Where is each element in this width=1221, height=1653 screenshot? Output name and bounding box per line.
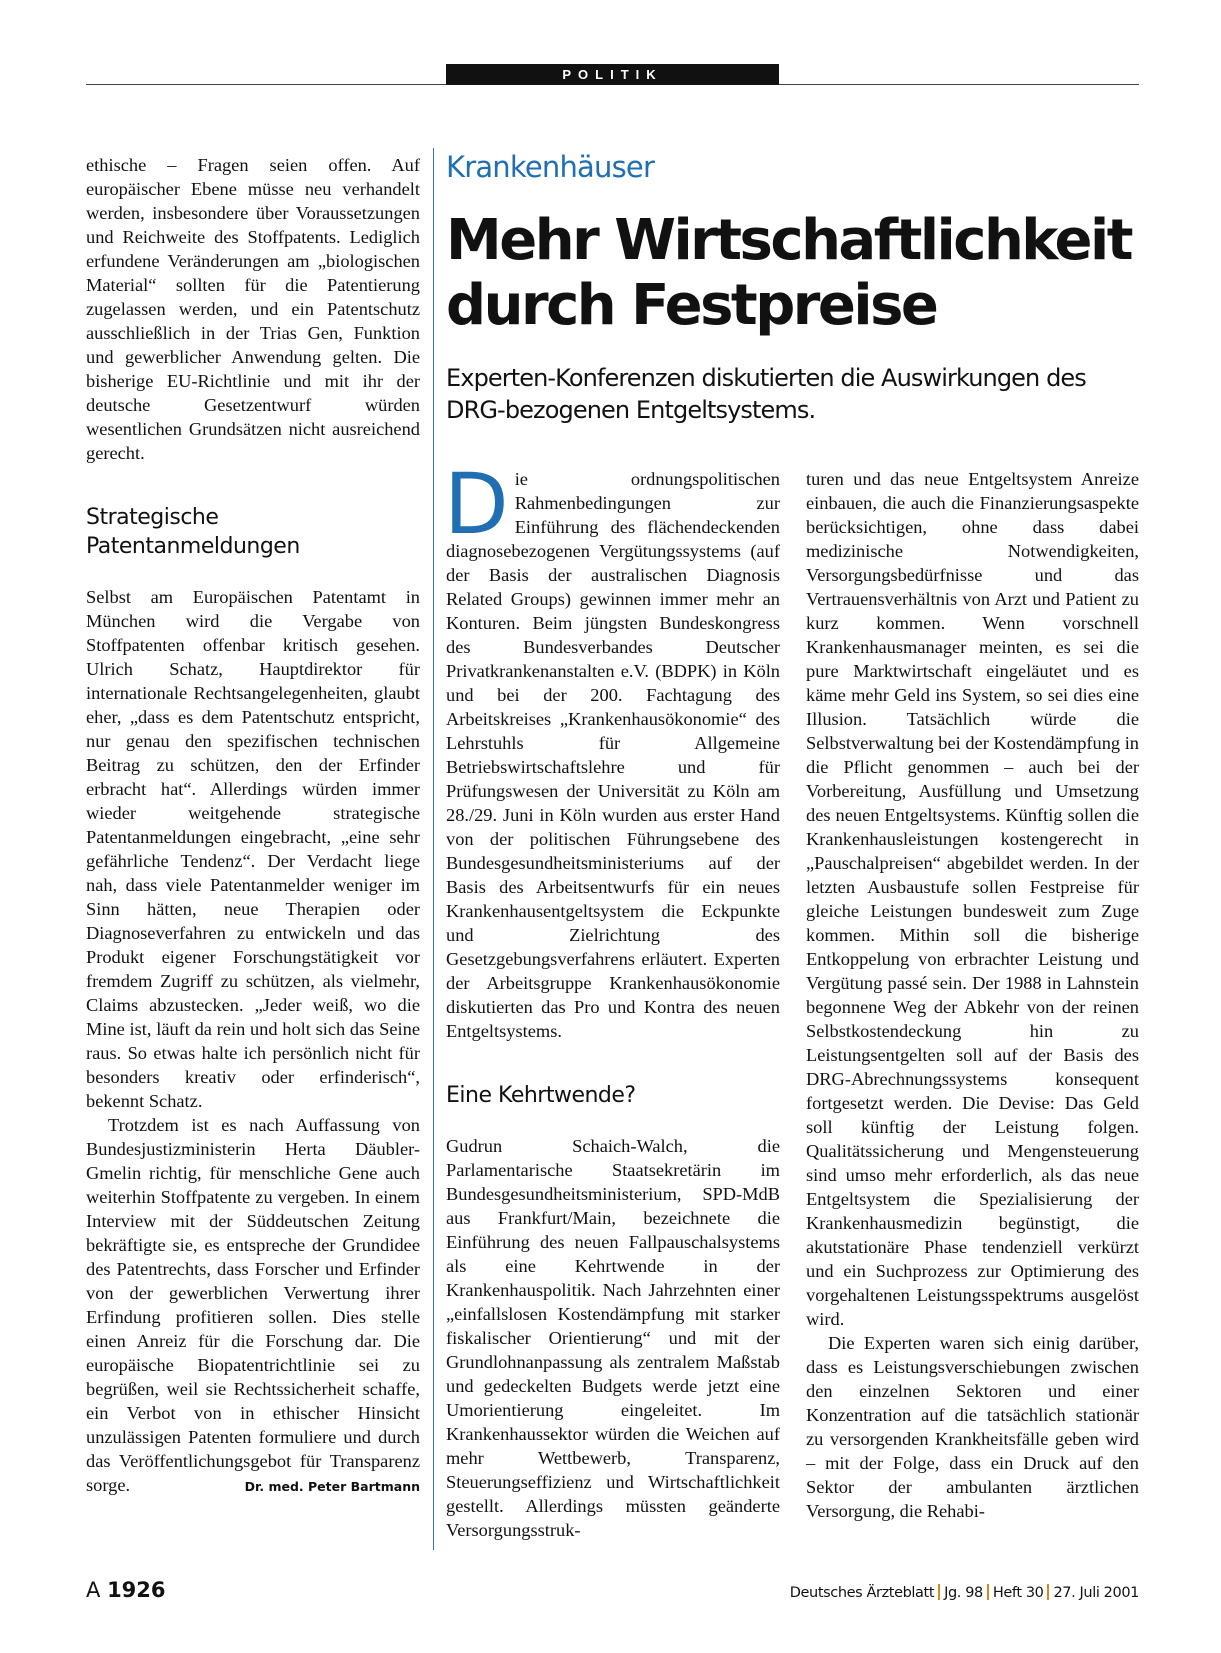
paragraph: Gudrun Schaich-Walch, die Parlamentarische Staatsekretärin im Bundesgesundheitsministerium, SPD-MdB aus Frankfurt/Main, bezeichnete die Einführung des neuen Fallpauschalsystems als eine Kehrtwende in der Krankenhauspolitik. Nach Jahrzehnten einer „einfallslosen Kostendämpfung mit starker fiskalischer Orientierung“ und mit der Grundlohnanpassung als zentralem Maßstab und gedeckelten Budgets werde jetzt eine Umorientierung eingeleitet. Im Krankenhaussektor würden die Weichen auf mehr Wettbewerb, Transparenz, Steuerungseffizienz und Wirtschaftlichkeit gestellt. Allerdings müssten geänderte Versorgungsstruk- bbox=[446, 1136, 780, 1540]
drop-cap: D bbox=[444, 455, 509, 553]
column-left bbox=[86, 153, 420, 1499]
paragraph: ethische – Fragen seien offen. Auf europäischer Ebene müsse neu verhandelt werden, insbesondere über Voraussetzungen und Reichweite des Stoffpatents. Lediglich erfundene Veränderungen am „biologischen Material“ sollten für die Patentierung zugelassen werden, und ein Patentschutz ausschließlich in der Trias Gen, Funktion und gewerblicher Anwendung gelten. Die bisherige EU-Richtlinie und mit ihr der deutsche Gesetzentwurf würden wesentlichen Grundsätzen nicht ausreichend gerecht. bbox=[86, 155, 420, 463]
date: 27. Juli 2001 bbox=[1053, 1585, 1139, 1601]
subheading: Eine Kehrtwende? bbox=[446, 1083, 636, 1108]
paragraph: Selbst am Europäischen Patentamt in München wird die Vergabe von Stoffpatenten offenbar kritisch gesehen. Ulrich Schatz, Hauptdirektor für internationale Rechtsangelegenheiten, glaubt eher, „dass es dem Patentschutz entspricht, nur genau den spezifischen technischen Beitrag zu schützen, den der Erfinder erbracht hat“. Allerdings würden immer wieder weitgehende strategische Patentanmeldungen eingebracht, „eine sehr gefährliche Tendenz“. Der Verdacht liege nah, dass viele Patentanmelder weniger im Sinn hätten, neue Therapien oder Diagnoseverfahren zu entwickeln und das Produkt eigener Forschungstätigkeit vor fremdem Zugriff zu schützen, als vielmehr, Claims abzustecken. „Jeder weiß, wo die Mine ist, läuft da rein und holt sich das Seine raus. So etwas halte ich persönlich nicht für besonders kreativ oder erfinderisch“, bekennt Schatz. bbox=[86, 587, 420, 1111]
journal-name: Deutsches Ärzteblatt bbox=[789, 1585, 935, 1601]
paragraph: turen und das neue Entgeltsystem Anreize einbauen, die auch die Finanzierungsaspekte berücksichtigen, ohne dass dabei medizinische Notwendigkeiten, Versorgungsbedürfnisse und das Vertrauensverhältnis von Arzt und Patient zu kurz kommen. Wenn vorschnell Krankenhausmanager meinten, es sei die pure Marktwirtschaft eingeläutet und es käme mehr Geld ins System, so sei dies eine Illusion. Tatsächlich würde die Selbstverwaltung bei der Kostendämpfung in die Pflicht genommen – auch bei der Vorbereitung, Ausfüllung und Umsetzung des neuen Entgeltsystems. Künftig sollen die Krankenhausleistungen kostengerecht in „Pauschalpreisen“ abgebildet werden. In der letzten Ausbaustufe sollen Festpreise für gleiche Leistungen bundesweit zum Zuge kommen. Mithin soll die bisherige Entkoppelung von erbrachter Leistung und Vergütung passé sein. Der 1988 in Lahnstein begonnene Weg der Abkehr von der reinen Selbstkostendeckung hin zu Leistungsentgelten soll auf der Basis des DRG-Abrechnungssystems konsequent fortgesetzt werden. Die Devise: Das Geld soll künftig der Leistung folgen. Qualitätssicherung und Mengensteuerung sind umso mehr erforderlich, als das neue Entgeltsystem die Spezialisierung der Krankenhausmedizin begünstigt, die akutstationäre Phase tendenziell verkürzt und ein Suchprozess zur Optimierung des vorgehaltenen Leistungsspektrums ausgelöst wird. bbox=[806, 469, 1140, 1329]
paragraph: Trotzdem ist es nach Auffassung von Bundesjustizministerin Herta Däubler-Gmelin richtig, für menschliche Gene auch weiterhin Stoffpatente zu vergeben. In einem Interview mit der Süddeutschen Zeitung bekräftigte sie, es entspreche der Grundidee des Patentrechts, dass Forscher und Erfinder von der gewerblichen Verwertung ihrer Erfindung profitieren sollen. Dies stelle einen Anreiz für die Forschung dar. Die europäische Biopatentrichtlinie sei zu begrüßen, weil sie Rechtssicherheit schaffe, ein Verbot von in ethischer Hinsicht unzulässigen Patenten formuliere und durch das Veröffentlichungsgebot für Transparenz sorge. Dr. med. Peter Bartmann bbox=[86, 1113, 420, 1497]
paragraph: Die ordnungspolitischen Rahmenbedingungen zur Einführung des flächendeckenden diagnosebezogenen Vergütungssystems (auf der Basis der australischen Diagnosis Related Groups) gewinnen immer mehr an Konturen. Beim jüngsten Bundeskongress des Bundesverbandes Deutscher Privatkrankenanstalten e.V. (BDPK) in Köln und bei der 200. Fachtagung des Arbeitskreises „Krankenhausökonomie“ des Lehrstuhls für Allgemeine Betriebswirtschaftslehre und für Prüfungswesen der Universität zu Köln am 28./29. Juni in Köln wurden aus erster Hand von der politischen Führungsebene des Bundesgesundheitsministeriums auf der Basis des Arbeitsentwurfs für ein neues Krankenhausentgeltsystem die Eckpunkte und Zielrichtung des Gesetzgebungsverfahrens erläutert. Experten der Arbeitsgruppe Krankenhausökonomie diskutierten das Pro und Kontra des neuen Entgeltsystems. bbox=[444, 455, 780, 1041]
subheading: Strategische Patentanmeldungen bbox=[86, 505, 300, 559]
author-byline: Dr. med. Peter Bartmann bbox=[244, 1479, 420, 1494]
issue: Heft 30 bbox=[992, 1585, 1044, 1601]
page-number: A 1926 bbox=[86, 1578, 166, 1602]
article-title: Mehr Wirtschaftlichkeit durch Festpreise bbox=[446, 208, 1131, 338]
article-subtitle: Experten-Konferenzen diskutierten die Auswirkungen des DRG-bezogenen Entgeltsystems. bbox=[446, 364, 1086, 424]
article-kicker: Krankenhäuser bbox=[446, 150, 655, 184]
journal-info bbox=[790, 1584, 1139, 1601]
column-middle bbox=[444, 455, 780, 1542]
paragraph: Die Experten waren sich einig darüber, dass es Leistungsverschiebungen zwischen den einzelnen Sektoren und einer Konzentration auf die tatsächlich stationär zu versorgenden Krankheitsfälle geben wird – mit der Folge, dass ein Druck auf den Sektor der ambulanten ärztlichen Versorgung, die Rehabi- bbox=[806, 1333, 1139, 1521]
volume: Jg. 98 bbox=[944, 1585, 983, 1601]
column-right bbox=[806, 467, 1139, 1523]
column-divider bbox=[433, 148, 434, 1550]
section-label: POLITIK bbox=[446, 64, 779, 85]
